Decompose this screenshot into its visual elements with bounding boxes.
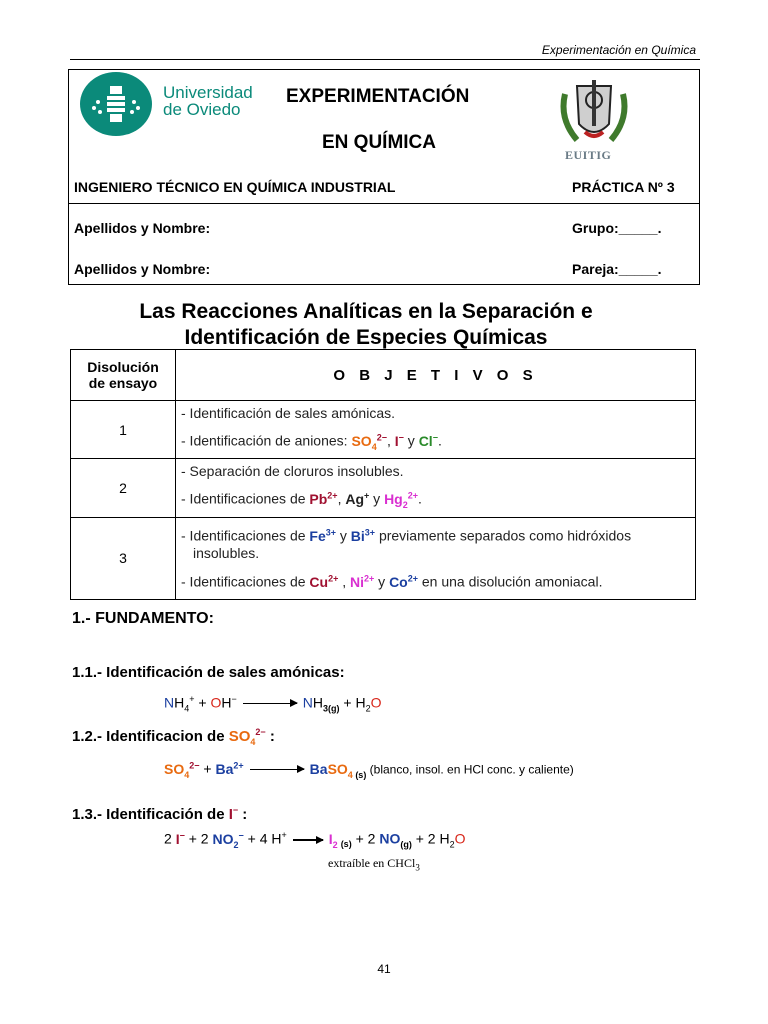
col-header-objectives: O B J E T I V O S: [176, 350, 696, 401]
header-rule: [70, 59, 700, 60]
section-fundamento: 1.- FUNDAMENTO:: [72, 610, 214, 627]
objective-cell: - Identificaciones de $Fe^{3+}$ y $Bi^{3+}$ previamente separados como hidróxidos insolubles. - Identificaciones de $Cu^{2+}$ , $Ni^{2+}$ y $Co^{2+}$ en una disolución amoniacal.: [176, 517, 696, 599]
equation-iodide: 2 I− + 2 $NO_2^- + 4$ H+ $I_2$ $_{(s)}$ + 2 $NO_{(g)} + 2$ $H_2O$: [164, 830, 466, 850]
heading-sulfate: 1.2.- Identificacion de $SO_4^{2-}$ :: [72, 727, 275, 747]
university-name: Universidad de Oviedo: [163, 83, 253, 119]
equation-ammonium: $NH_4^+ + OH^-$ $NH_{3(g)} + H_2O$: [164, 694, 382, 714]
table-header-row: [71, 350, 696, 401]
solution-number: 1: [71, 401, 176, 459]
pair-field[interactable]: Pareja:_____.: [572, 261, 662, 277]
objective-line: - Identificaciones de $Cu^{2+}$ , $Ni^{2+}$ y $Co^{2+}$ en una disolución amoniacal.: [181, 572, 603, 590]
course-title-line1: EXPERIMENTACIÓN: [286, 86, 470, 107]
solution-number: 3: [71, 517, 176, 599]
crest-label: EUITIG: [565, 148, 612, 162]
school-crest-icon: [555, 74, 633, 156]
group-field[interactable]: Grupo:_____.: [572, 220, 662, 236]
objective-line: - Identificaciones de $Pb^{2+}$, Ag+ y $Hg_2^{2+}$.: [181, 490, 422, 510]
name-label-2: Apellidos y Nombre:: [74, 261, 211, 277]
name-label-1: Apellidos y Nombre:: [74, 220, 211, 236]
heading-iodide: 1.3.- Identificación de I− :: [72, 805, 248, 823]
objectives-table: [70, 349, 696, 600]
objective-line: - Identificación de aniones: $SO_4^{2-}$, I− y Cl−.: [181, 432, 442, 452]
equation-sulfate: $SO_4^{2-} + Ba^{2+}$ BaSO$_4$ $_{(s)}$ (blanco, insol. en HCl conc. y caliente): [164, 760, 574, 780]
reaction-arrow-icon: [243, 703, 297, 704]
objective-cell: - Separación de cloruros insolubles. - Identificaciones de $Pb^{2+}$, Ag+ y $Hg_2^{2+}$.: [176, 459, 696, 517]
running-header: Experimentación en Química: [541, 43, 696, 57]
col-header-solution: Disolución de ensayo: [71, 350, 176, 401]
table-row: [71, 517, 696, 599]
page-title: Las Reacciones Analíticas en la Separación e Identificación de Especies Químicas: [139, 300, 593, 349]
course-title-line2: EN QUÍMICA: [322, 132, 436, 153]
page-number: 41: [377, 962, 391, 976]
reaction-arrow-icon: [250, 769, 304, 770]
university-logo-icon: [80, 72, 152, 136]
table-row: [71, 401, 696, 459]
degree-label: INGENIERO TÉCNICO EN QUÍMICA INDUSTRIAL: [74, 179, 396, 195]
header-divider: [68, 203, 700, 204]
table-row: [71, 459, 696, 517]
practice-number: PRÁCTICA Nº 3: [572, 179, 675, 195]
reaction-arrow-icon: [293, 839, 323, 841]
objective-cell: - Identificación de sales amónicas. - Identificación de aniones: $SO_4^{2-}$, I− y Cl−.: [176, 401, 696, 459]
heading-ammonium: 1.1.- Identificación de sales amónicas:: [72, 664, 345, 681]
extraction-note: extraíble en CHCl$_3$: [328, 856, 420, 873]
solution-number: 2: [71, 459, 176, 517]
objective-line: - Identificaciones de $Fe^{3+}$ y $Bi^{3+}$ previamente separados como hidróxidos: [181, 527, 632, 544]
